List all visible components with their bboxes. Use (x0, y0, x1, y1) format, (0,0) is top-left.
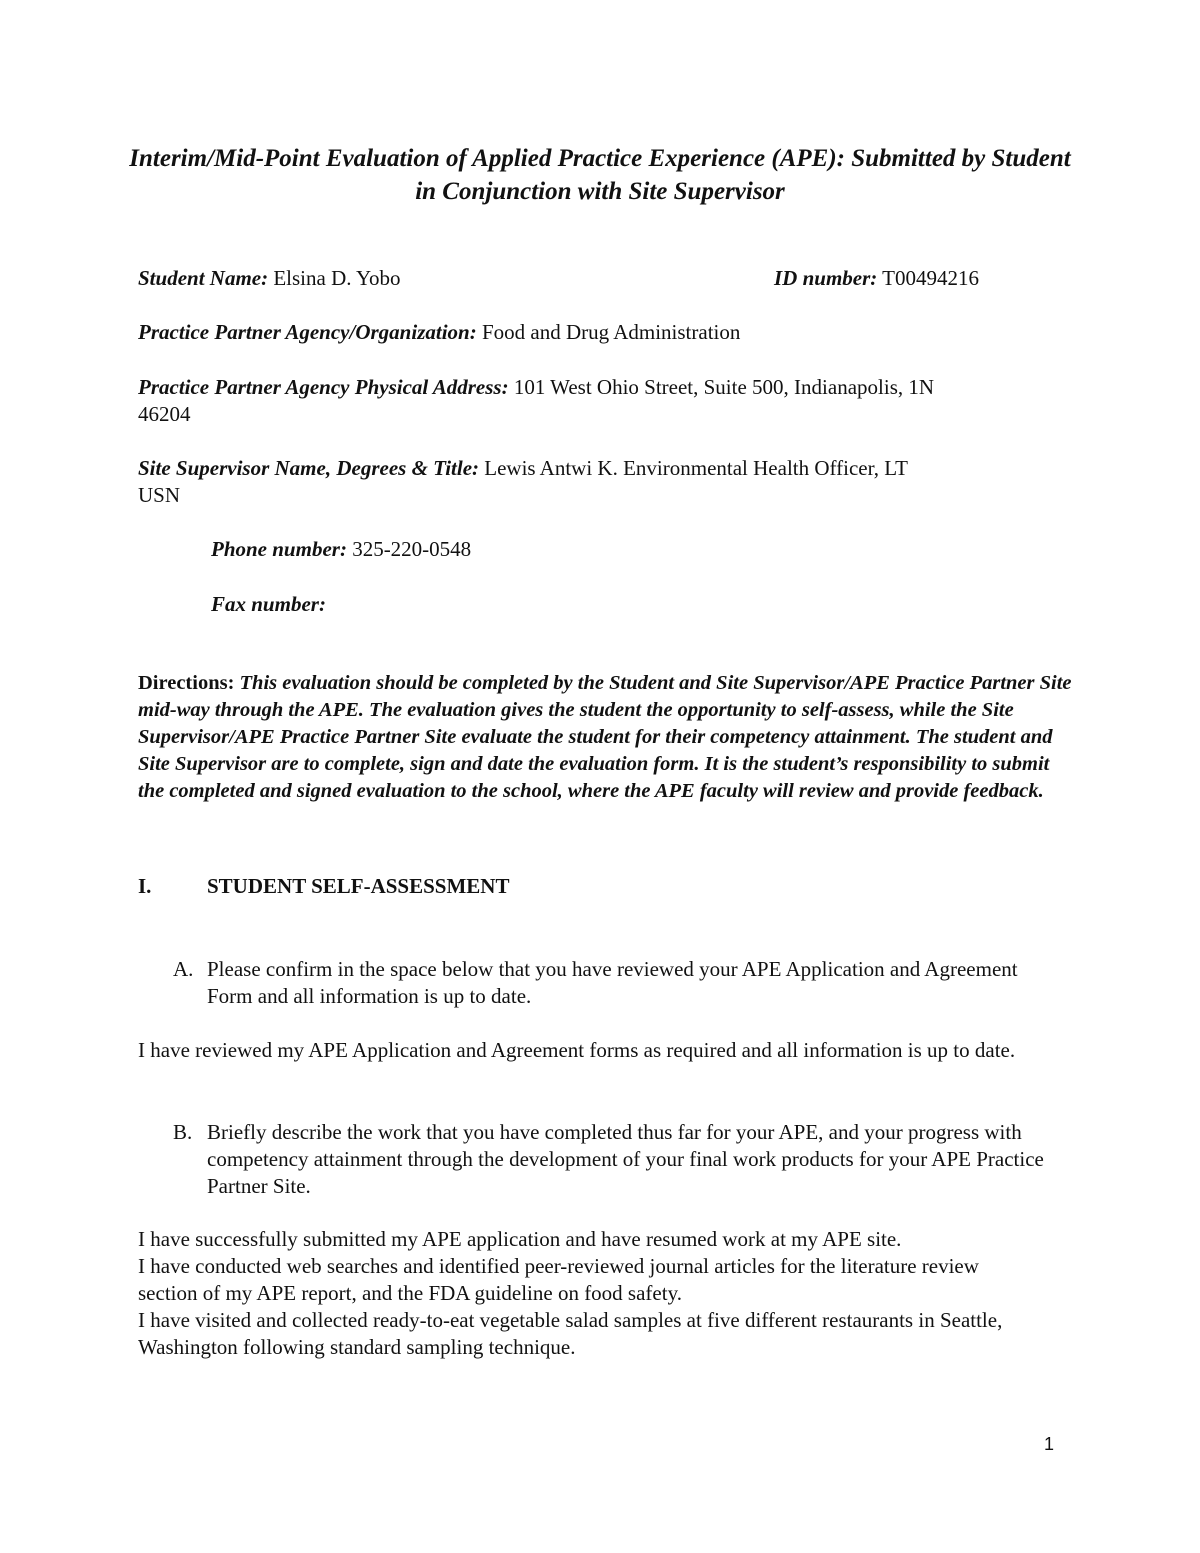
answer-line: I have successfully submitted my APE application and have resumed work at my APE site. (138, 1227, 902, 1251)
answer-line: I have visited and collected ready-to-eat vegetable salad samples at five different restaurants in Seattle, Washington following standard sampling technique. (138, 1308, 1003, 1359)
answer-line: I have conducted web searches and identified peer-reviewed journal articles for the literature review section of my APE report, and the FDA guideline on food safety. (138, 1254, 979, 1305)
student-name-value: Elsina D. Yobo (273, 266, 401, 290)
phone-label: Phone number: (211, 537, 347, 561)
directions-body: This evaluation should be completed by the Student and Site Supervisor/APE Practice Partner Site mid-way through the APE. The evaluation gives the student the opportunity to self-assess, while the Site Supervisor/APE Practice Partner Site evaluate the student for their competency attainment. The student and Site Supervisor are to complete, sign and date the evaluation form. It is the student’s responsibility to submit the completed and signed evaluation to the school, where the APE faculty will review and provide feedback. (138, 672, 1072, 802)
page-title: Interim/Mid-Point Evaluation of Applied Practice Experience (APE): Submitted by Student in Conjunction with Site Supervisor (129, 145, 1071, 205)
question-b-answer (138, 1226, 1038, 1361)
section-number: I. (138, 874, 152, 898)
phone-field (211, 536, 471, 563)
agency-value: Food and Drug Administration (481, 320, 741, 344)
id-number-field (774, 265, 979, 292)
supervisor-label: Site Supervisor Name, Degrees & Title: (138, 456, 480, 480)
agency-field (138, 319, 740, 346)
directions-lead: Directions: (138, 672, 235, 694)
directions-paragraph (138, 670, 1078, 805)
address-value-continued: 46204 (138, 402, 191, 426)
question-a-letter: A. (173, 957, 194, 981)
fax-label: Fax number: (211, 592, 326, 616)
address-value: 101 West Ohio Street, Suite 500, Indianapolis, 1N (513, 375, 935, 399)
section-title: STUDENT SELF-ASSESSMENT (207, 874, 510, 898)
fax-field (211, 591, 326, 618)
address-label: Practice Partner Agency Physical Address: (138, 375, 509, 399)
supervisor-field (138, 455, 908, 482)
question-a-answer: I have reviewed my APE Application and Agreement forms as required and all information is up to date. (138, 1038, 1016, 1062)
agency-label: Practice Partner Agency/Organization: (138, 320, 477, 344)
student-name-label: Student Name: (138, 266, 269, 290)
phone-value: 325-220-0548 (352, 537, 472, 561)
question-b-text: Briefly describe the work that you have completed thus far for your APE, and your progress with competency attainment through the development of your final work products for your APE Practice Partner Site. (207, 1120, 1044, 1198)
question-a-text: Please confirm in the space below that you have reviewed your APE Application and Agreement Form and all information is up to date. (207, 957, 1018, 1008)
page-number: 1 (1044, 1434, 1055, 1454)
supervisor-value: Lewis Antwi K. Environmental Health Officer, LT (484, 456, 908, 480)
address-field (138, 374, 934, 401)
question-b-letter: B. (173, 1120, 193, 1144)
supervisor-value-continued: USN (138, 483, 181, 507)
id-number-label: ID number: (774, 266, 878, 290)
id-number-value: T00494216 (882, 266, 979, 290)
student-name-field (138, 265, 401, 292)
